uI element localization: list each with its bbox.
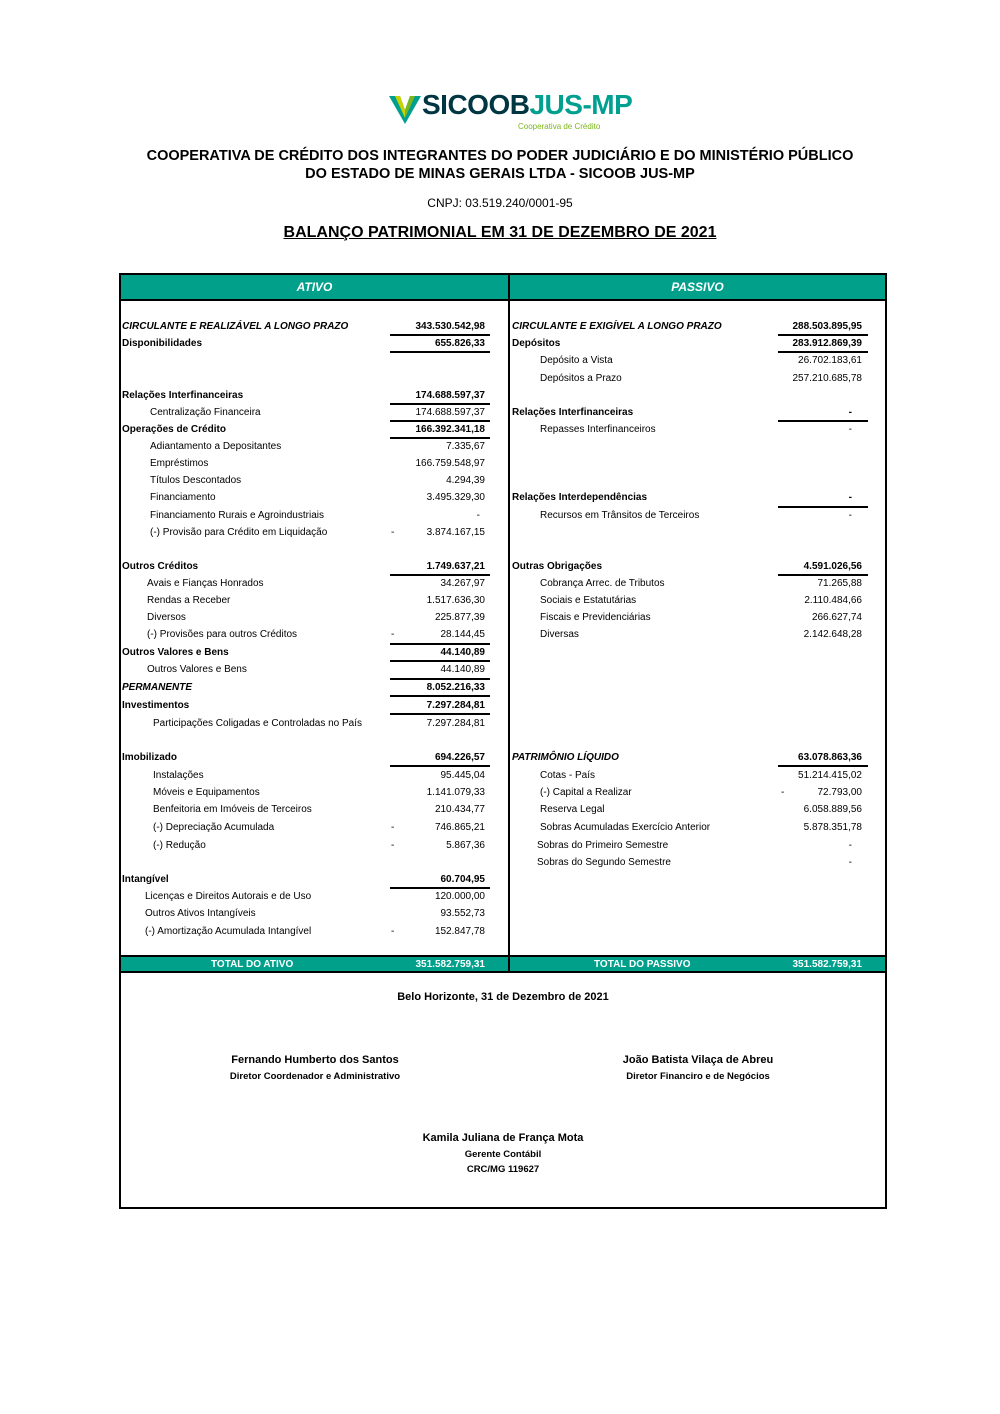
- underline: [390, 695, 490, 697]
- passivo-row-value: 2.142.648,28: [803, 629, 862, 640]
- ativo-row-value: 4.294,39: [446, 475, 485, 486]
- ativo-row-value: 746.865,21: [434, 822, 485, 833]
- ativo-row-value: 210.434,77: [434, 804, 485, 815]
- ativo-row-label: Avais e Fianças Honrados: [147, 578, 264, 589]
- passivo-row-value: 26.702.183,61: [798, 355, 862, 366]
- ativo-row-label: Rendas a Receber: [147, 595, 231, 606]
- signature-3-role: Gerente Contábil: [464, 1149, 542, 1160]
- passivo-row-label: Cotas - País: [540, 770, 596, 781]
- ativo-row-value: 28.144,45: [440, 629, 485, 640]
- ativo-row-value: 95.445,04: [440, 770, 485, 781]
- ativo-row-label: Móveis e Equipamentos: [153, 787, 260, 798]
- ativo-row-label: Intangível: [122, 874, 169, 885]
- signature-3: [121, 1132, 885, 1175]
- passivo-row-label: Fiscais e Previdenciárias: [540, 612, 651, 623]
- passivo-row-label: Sobras do Segundo Semestre: [537, 857, 671, 868]
- passivo-row-value: 51.214.415,02: [798, 770, 862, 781]
- ativo-row-label: Imobilizado: [122, 752, 177, 763]
- passivo-row-value: 72.793,00: [817, 787, 862, 798]
- ativo-row-value: 1.749.637,21: [426, 561, 485, 572]
- passivo-row-label: Recursos em Trânsitos de Terceiros: [540, 510, 700, 521]
- ativo-row-label: Financiamento Rurais e Agroindustriais: [150, 510, 324, 521]
- passivo-row-label: Sobras do Primeiro Semestre: [537, 840, 669, 851]
- ativo-row-value: 174.688.597,37: [415, 390, 485, 401]
- total-passivo-value: 351.582.759,31: [792, 959, 862, 970]
- negative-sign: -: [391, 629, 395, 640]
- passivo-row-value: 63.078.863,36: [798, 752, 862, 763]
- underline: [390, 713, 490, 715]
- underline: [778, 420, 868, 422]
- ativo-row-value: 152.847,78: [434, 926, 485, 937]
- passivo-row-value: 4.591.026,56: [803, 561, 862, 572]
- signature-2-role: Diretor Financiro e de Negócios: [626, 1071, 770, 1082]
- signature-3-crc: CRC/MG 119627: [466, 1164, 540, 1175]
- ativo-row-value: 1.517.636,30: [426, 595, 485, 606]
- underline: [390, 351, 490, 353]
- passivo-row-value: 6.058.889,56: [803, 804, 862, 815]
- ativo-row-label: Disponibilidades: [122, 338, 203, 349]
- ativo-row-value: 5.867,36: [446, 840, 485, 851]
- logo-tagline: Cooperativa de Crédito: [518, 122, 601, 131]
- ativo-row-label: Benfeitoria em Imóveis de Terceiros: [153, 804, 312, 815]
- ativo-row-value: 44.140,89: [440, 647, 485, 658]
- ativo-row-value: 655.826,33: [434, 338, 485, 349]
- passivo-row-label: Relações Interfinanceiras: [512, 407, 634, 418]
- column-divider: [508, 275, 510, 973]
- passivo-row-value: 5.878.351,78: [803, 822, 862, 833]
- sicoob-logo: [388, 89, 633, 134]
- place-date: Belo Horizonte, 31 de Dezembro de 2021: [397, 991, 609, 1003]
- underline: [390, 678, 490, 680]
- ativo-row-value: 7.335,67: [446, 441, 485, 452]
- cnpj: CNPJ: 03.519.240/0001-95: [427, 196, 573, 210]
- passivo-row-label: CIRCULANTE E EXIGÍVEL A LONGO PRAZO: [512, 321, 722, 332]
- ativo-row-label: Licenças e Direitos Autorais e de Uso: [145, 891, 312, 902]
- passivo-row-value: 283.912.869,39: [792, 338, 862, 349]
- passivo-row-value: 2.110.484,66: [804, 595, 862, 606]
- ativo-row-label: Títulos Descontados: [150, 475, 242, 486]
- passivo-row-label: Sociais e Estatutárias: [540, 595, 637, 606]
- signature-2-name: João Batista Vilaça de Abreu: [622, 1054, 774, 1066]
- passivo-row-label: Repasses Interfinanceiros: [540, 424, 656, 435]
- ativo-row-label: Outros Créditos: [122, 561, 199, 572]
- ativo-row-label: Instalações: [153, 770, 204, 781]
- underline: [778, 351, 868, 353]
- passivo-row-value: 288.503.895,95: [792, 321, 862, 332]
- heading-divider: [121, 299, 885, 301]
- passivo-row-value: 266.627,74: [811, 612, 862, 623]
- signature-1-name: Fernando Humberto dos Santos: [231, 1054, 399, 1066]
- ativo-row-label: Participações Coligadas e Controladas no País: [153, 718, 363, 729]
- ativo-row-label: Centralização Financeira: [150, 407, 261, 418]
- signature-3-name: Kamila Juliana de França Mota: [422, 1132, 584, 1144]
- ativo-row-value: 34.267,97: [440, 578, 485, 589]
- underline: [778, 334, 868, 336]
- ativo-row-value: 120.000,00: [434, 891, 485, 902]
- underline: [390, 403, 490, 405]
- passivo-heading: PASSIVO: [510, 275, 885, 299]
- negative-sign: -: [391, 527, 395, 538]
- underline: [390, 643, 490, 645]
- signature-1: [215, 1054, 415, 1082]
- ativo-row-value: 7.297.284,81: [426, 700, 485, 711]
- negative-sign: -: [391, 822, 395, 833]
- ativo-row-label: Diversos: [147, 612, 186, 623]
- ativo-row-value: 225.877,39: [434, 612, 485, 623]
- underline: [778, 765, 868, 767]
- ativo-row-value: 60.704,95: [440, 874, 485, 885]
- ativo-row-label: PERMANENTE: [122, 682, 193, 693]
- ativo-row-value: 1.141.079,33: [426, 787, 485, 798]
- sicoob-logo-icon: [388, 92, 422, 126]
- negative-sign: -: [391, 926, 395, 937]
- passivo-row-label: (-) Capital a Realizar: [540, 787, 632, 798]
- logo-wordmark: SICOOBJUS-MP: [422, 89, 633, 120]
- ativo-row-value: 3.495.329,30: [426, 492, 485, 503]
- underline: [390, 420, 490, 422]
- totals-divider-bottom: [121, 971, 885, 973]
- underline: [390, 765, 490, 767]
- ativo-row-label: (-) Amortização Acumulada Intangível: [145, 926, 312, 937]
- page-title: BALANÇO PATRIMONIAL EM 31 DE DEZEMBRO DE 2021: [283, 224, 717, 241]
- passivo-row-label: Depósitos a Prazo: [540, 373, 622, 384]
- ativo-row-value: 694.226,57: [434, 752, 485, 763]
- passivo-row-value: -: [848, 424, 852, 435]
- ativo-row-label: (-) Provisão para Crédito em Liquidação: [150, 527, 328, 538]
- passivo-row-value: -: [848, 857, 852, 868]
- passivo-row-label: Outras Obrigações: [512, 561, 603, 572]
- ativo-row-value: 3.874.167,15: [426, 527, 485, 538]
- ativo-row-label: (-) Depreciação Acumulada: [153, 822, 275, 833]
- underline: [390, 437, 490, 439]
- passivo-row-label: Depósito a Vista: [540, 355, 613, 366]
- ativo-row-label: (-) Redução: [153, 840, 206, 851]
- negative-sign: -: [781, 787, 785, 798]
- passivo-row-label: Reserva Legal: [540, 804, 605, 815]
- underline: [390, 660, 490, 662]
- underline: [778, 574, 868, 576]
- ativo-row-label: (-) Provisões para outros Créditos: [147, 629, 298, 640]
- ativo-row-value: 7.297.284,81: [426, 718, 485, 729]
- passivo-row-label: Sobras Acumuladas Exercício Anterior: [540, 822, 711, 833]
- ativo-row-value: -: [476, 510, 480, 521]
- ativo-heading: ATIVO: [121, 275, 508, 299]
- ativo-row-value: 8.052.216,33: [426, 682, 485, 693]
- negative-sign: -: [391, 840, 395, 851]
- ativo-row-value: 174.688.597,37: [415, 407, 485, 418]
- passivo-row-value: -: [848, 407, 852, 418]
- passivo-row-value: -: [848, 840, 852, 851]
- ativo-row-label: Relações Interfinanceiras: [122, 390, 244, 401]
- passivo-row-label: Diversas: [540, 629, 579, 640]
- passivo-row-label: PATRIMÔNIO LÍQUIDO: [512, 752, 619, 763]
- passivo-row-label: Cobrança Arrec. de Tributos: [540, 578, 665, 589]
- ativo-row-value: 93.552,73: [440, 908, 485, 919]
- ativo-row-label: Outros Valores e Bens: [122, 647, 229, 658]
- ativo-row-value: 166.759.548,97: [415, 458, 485, 469]
- ativo-row-label: Outros Ativos Intangíveis: [145, 908, 256, 919]
- passivo-row-label: Depósitos: [512, 338, 561, 349]
- ativo-row-label: Operações de Crédito: [122, 424, 226, 435]
- underline: [390, 574, 490, 576]
- ativo-row-label: Empréstimos: [150, 458, 209, 469]
- underline: [390, 334, 490, 336]
- ativo-row-label: CIRCULANTE E REALIZÁVEL A LONGO PRAZO: [122, 321, 349, 332]
- ativo-row-value: 343.530.542,98: [415, 321, 485, 332]
- passivo-row-label: Relações Interdependências: [512, 492, 648, 503]
- ativo-row-label: Outros Valores e Bens: [147, 664, 247, 675]
- underline: [390, 887, 490, 889]
- passivo-row-value: 257.210.685,78: [792, 373, 862, 384]
- signature-1-role: Diretor Coordenador e Administrativo: [229, 1071, 401, 1082]
- ativo-row-label: Adiantamento a Depositantes: [150, 441, 282, 452]
- total-passivo-label: TOTAL DO PASSIVO: [594, 959, 691, 970]
- header-line-1: COOPERATIVA DE CRÉDITO DOS INTEGRANTES DO PODER JUDICIÁRIO E DO MINISTÉRIO PÚBLICO: [146, 148, 854, 164]
- passivo-row-value: -: [848, 492, 852, 503]
- passivo-row-value: -: [848, 510, 852, 521]
- signature-2: [598, 1054, 798, 1082]
- header-line-2: DO ESTADO DE MINAS GERAIS LTDA - SICOOB JUS-MP: [305, 166, 695, 182]
- ativo-row-label: Financiamento: [150, 492, 216, 503]
- ativo-row-label: Investimentos: [122, 700, 190, 711]
- total-ativo-value: 351.582.759,31: [415, 959, 485, 970]
- underline: [778, 506, 868, 508]
- passivo-row-value: 71.265,88: [817, 578, 862, 589]
- total-ativo-label: TOTAL DO ATIVO: [211, 959, 294, 970]
- ativo-row-value: 166.392.341,18: [415, 424, 485, 435]
- ativo-row-value: 44.140,89: [440, 664, 485, 675]
